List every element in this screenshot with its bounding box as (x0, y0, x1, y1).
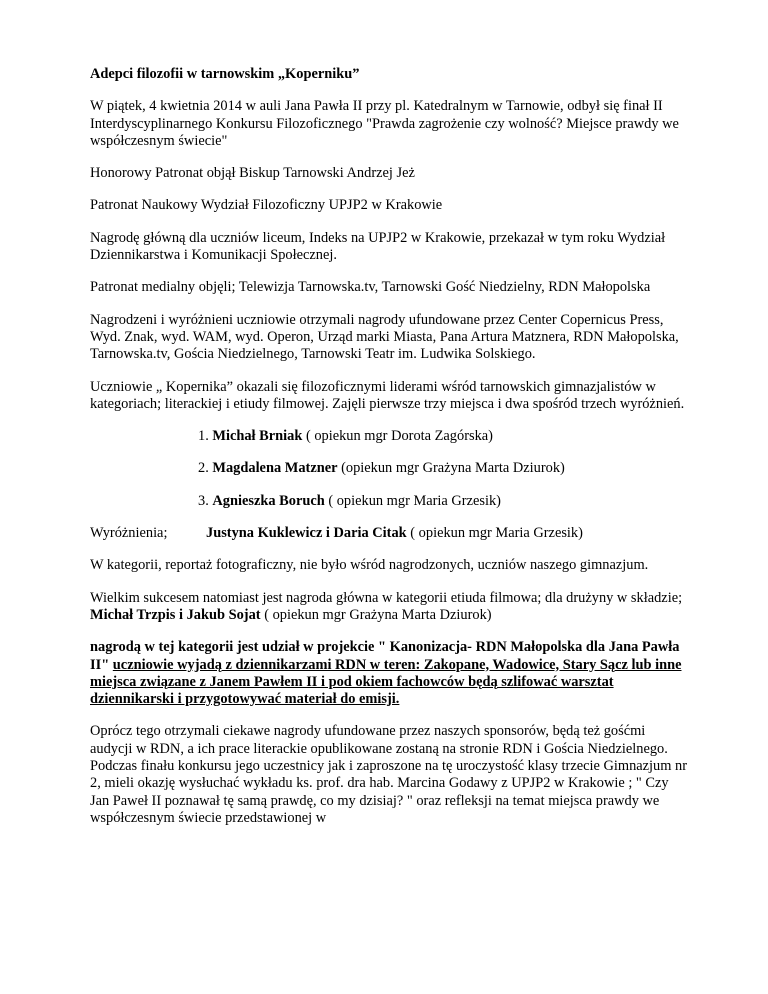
honors-value (206, 525, 583, 542)
intro-paragraph: W piątek, 4 kwietnia 2014 w auli Jana Pawła II przy pl. Katedralnym w Tarnowie, odbył się finał II Interdyscyplinarnego Konkursu Filozoficznego "Prawda zagrożenie czy wolność? Miejsce prawdy we współczesnym świecie" (90, 98, 679, 149)
prize-number: 2. (198, 460, 213, 477)
closing-paragraph: Oprócz tego otrzymali ciekawe nagrody ufundowane przez naszych sponsorów, będą też gośćmi audycji w RDN, a ich prace literackie opublikowane zostaną na stronie RDN i Gościa Niedzielnego. Podczas finału konkursu jego uczestnicy jak i zaproszone na tę uroczystość klasy trzecie Gimnazjum nr 2, mieli okazję wysłuchać wykładu ks. prof. dra hab. Marcina Godawy z UPJP2 w Krakowie ; " Czy Jan Paweł II poznawał tę samą prawdę, co my dzisiaj? " oraz refleksji na temat miejsca prawdy we współczesnym świecie przedstawionej w (90, 723, 688, 826)
students-paragraph: Uczniowie „ Kopernika” okazali się filozoficznymi liderami wśród tarnowskich gimnazjalistów w kategoriach; literackiej i etiudy filmowej. Zajęli pierwsze trzy miejsca i dwa spośród trzech wyróżnień. (90, 378, 685, 412)
main-prize-paragraph: Nagrodę główną dla uczniów liceum, Indeks na UPJP2 w Krakowie, przekazał w tym roku Wydział Dziennikarstwa i Komunikacji Społecznej. (90, 229, 666, 264)
prize-item-2 (198, 460, 690, 477)
prize-tutor: ( opiekun mgr Dorota Zagórska) (302, 428, 493, 445)
media-patronage: Patronat medialny objęli; Telewizja Tarnowska.tv, Tarnowski Gość Niedzielny, RDN Małopolska (90, 279, 651, 296)
film-team: Michał Trzpis i Jakub Sojat (90, 606, 261, 623)
honors-row (90, 525, 690, 542)
sponsors-paragraph: Nagrodzeni i wyróżnieni uczniowie otrzymali nagrody ufundowane przez Center Copernicus Press, Wyd. Znak, wyd. WAM, wyd. Operon, Urząd marki Miasta, Pana Artura Matznera, RDN Małopolska, Tarnowska.tv, Gościa Niedzielnego, Tarnowski Teatr im. Ludwika Solskiego. (90, 311, 679, 363)
prize-tutor: ( opiekun mgr Maria Grzesik) (324, 492, 501, 509)
award-paragraph (90, 639, 690, 708)
prize-item-3 (198, 493, 690, 510)
honors-tutor: ( opiekun mgr Maria Grzesik) (406, 525, 583, 542)
photo-category-paragraph: W kategorii, reportaż fotograficzny, nie było wśród nagrodzonych, uczniów naszego gimnazjum. (90, 557, 649, 574)
prize-number: 3. (198, 492, 213, 509)
award-underlined-text: uczniowie wyjadą z dziennikarzami RDN w teren: Zakopane, Wadowice, Stary Sącz lub inne miejsca związane z Janem Pawłem II i pod okiem fachowców będą szlifować warsztat dziennikarski i przygotowywać materiał do emisji. (90, 656, 682, 708)
honors-names: Justyna Kuklewicz i Daria Citak (206, 525, 407, 542)
prize-winner: Magdalena Matzner (212, 460, 338, 477)
prize-tutor: (opiekun mgr Grażyna Marta Dziurok) (337, 460, 565, 477)
prize-winner: Agnieszka Boruch (212, 492, 325, 509)
film-category-paragraph (90, 590, 690, 625)
award-text: nagrodą w tej kategorii jest udział w projekcie " Kanonizacja- RDN Małopolska dla Jana Pawła II" (90, 639, 680, 673)
honors-label: Wyróżnienia; (90, 525, 168, 542)
prize-item-1 (198, 428, 690, 445)
film-tutor: ( opiekun mgr Grażyna Marta Dziurok) (260, 606, 492, 623)
prize-winner: Michał Brniak (212, 428, 303, 445)
honorary-patronage: Honorowy Patronat objął Biskup Tarnowski Andrzej Jeż (90, 165, 415, 182)
prize-number: 1. (198, 428, 213, 445)
scientific-patronage: Patronat Naukowy Wydział Filozoficzny UPJP2 w Krakowie (90, 197, 443, 214)
document-page (90, 66, 690, 842)
article-title: Adepci filozofii w tarnowskim „Koperniku” (90, 66, 360, 82)
film-text: Wielkim sukcesem natomiast jest nagroda główna w kategorii etiuda filmowa; dla drużyny w składzie; (90, 589, 683, 606)
